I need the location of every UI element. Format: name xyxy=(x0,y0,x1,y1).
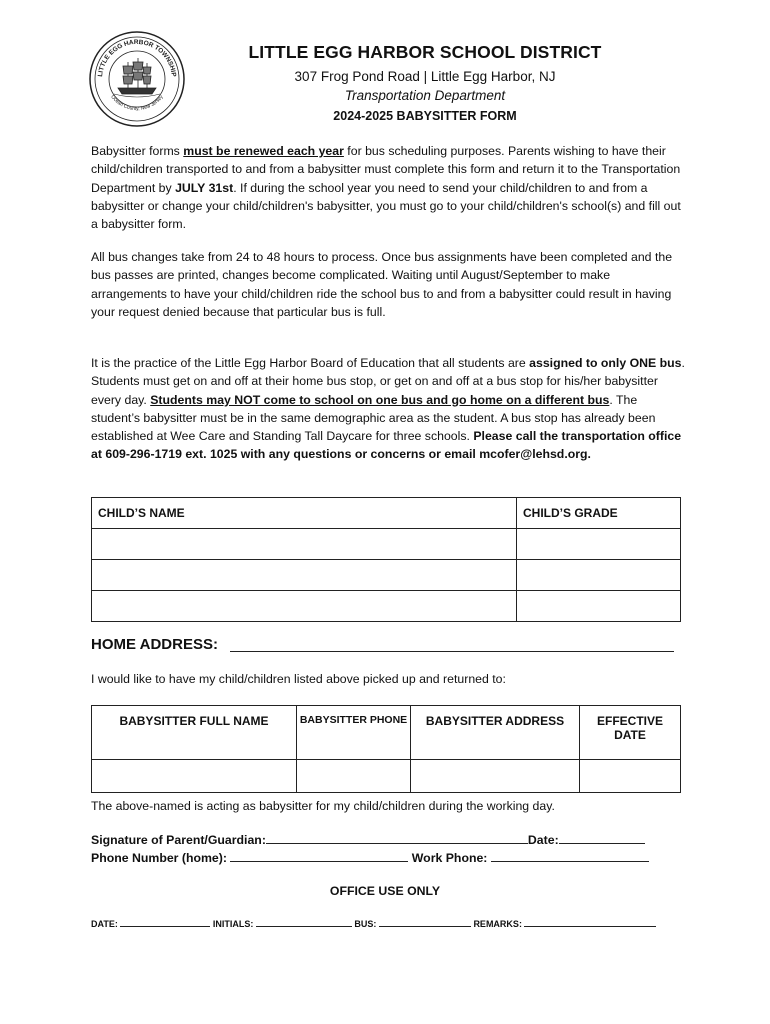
one-bus-policy-paragraph xyxy=(91,354,686,464)
seal-subtext: Ocean County, New Jersey xyxy=(109,94,165,113)
work-phone-label: Work Phone: xyxy=(411,851,488,865)
child-grade-field[interactable] xyxy=(517,529,681,560)
office-date-label: DATE: xyxy=(91,919,118,929)
processing-time-paragraph: All bus changes take from 24 to 48 hours to process. Once bus assignments have been completed and the bus passes are printed, changes become complicated. Waiting until August/September to make arrangements to have your child/children ride the school bus to and from a babysitter could result in having your request denied because that particular bus is full. xyxy=(91,250,673,319)
office-initials-field[interactable] xyxy=(256,918,352,927)
work-phone-field[interactable] xyxy=(491,850,649,862)
child-grade-field[interactable] xyxy=(517,560,681,591)
office-use-title: OFFICE USE ONLY xyxy=(329,884,441,898)
office-initials-label: INITIALS: xyxy=(212,919,254,929)
p1-deadline: JULY 31st xyxy=(175,180,234,195)
home-address-label: HOME ADDRESS: xyxy=(91,636,218,653)
babysitter-address-field[interactable] xyxy=(411,760,580,793)
p1-text-a: Babysitter forms xyxy=(91,144,184,158)
child-name-field[interactable] xyxy=(92,591,517,622)
child-row xyxy=(92,591,681,622)
phone-line xyxy=(91,850,681,865)
effective-date-header: EFFECTIVE DATE xyxy=(580,706,681,760)
office-bus-label: BUS: xyxy=(354,919,377,929)
babysitter-phone-header: BABYSITTER PHONE xyxy=(297,706,411,760)
p3-text-e: . The student’s babysitter must be in the same demographic area as the student. A bus stop has already been established at Wee Care and Standing Tall Daycare for three schools. xyxy=(91,392,656,444)
parent-signature-label: Signature of Parent/Guardian: xyxy=(91,833,266,847)
babysitter-address-header: BABYSITTER ADDRESS xyxy=(411,706,580,760)
signature-date-field[interactable] xyxy=(559,832,645,844)
child-name-header: CHILD’S NAME xyxy=(92,498,517,529)
department-name: Transportation Department xyxy=(344,88,506,103)
p3-no-different-bus: Students may NOT come to school on one bus and go home on a different bus xyxy=(150,392,610,407)
home-phone-label: Phone Number (home): xyxy=(91,851,227,865)
acting-statement: The above-named is acting as babysitter for my child/children during the working day. xyxy=(91,799,555,813)
district-address: 307 Frog Pond Road | Little Egg Harbor, NJ xyxy=(294,69,556,84)
child-row xyxy=(92,529,681,560)
seal-text: LITTLE EGG HARBOR TOWNSHIP xyxy=(97,38,177,78)
parent-signature-field[interactable] xyxy=(266,832,528,844)
signature-line xyxy=(91,832,681,847)
home-address-field[interactable] xyxy=(230,651,674,652)
p3-contact-info: Please call the transportation office at 609-296-1719 ext. 1025 with any questions or concerns or email mcofer@lehsd.org. xyxy=(91,429,682,462)
babysitter-phone-field[interactable] xyxy=(297,760,411,793)
office-use-row xyxy=(91,918,681,929)
office-remarks-field[interactable] xyxy=(524,918,656,927)
home-phone-field[interactable] xyxy=(230,850,408,862)
signature-date-label: Date: xyxy=(527,833,559,847)
pickup-intro-text: I would like to have my child/children listed above picked up and returned to: xyxy=(91,672,506,686)
office-date-field[interactable] xyxy=(120,918,210,927)
p1-renewal-emphasis: must be renewed each year xyxy=(183,144,344,158)
office-bus-field[interactable] xyxy=(379,918,471,927)
babysitter-name-field[interactable] xyxy=(92,760,297,793)
p3-text-c: . Students must get on and off at their home bus stop, or get on and off at a bus stop for his/her babysitter every day. xyxy=(91,356,685,407)
district-title: LITTLE EGG HARBOR SCHOOL DISTRICT xyxy=(248,42,602,62)
child-row xyxy=(92,560,681,591)
renewal-paragraph xyxy=(91,142,686,233)
babysitter-row xyxy=(92,760,681,793)
babysitter-name-header: BABYSITTER FULL NAME xyxy=(92,706,297,760)
office-remarks-label: REMARKS: xyxy=(473,919,522,929)
p1-text-e: . If during the school year you need to send your child/children to and from a babysitter or change your child/children's babysitter, you must go to your child/children's school(s) and fill out a babysitter form. xyxy=(91,180,681,232)
p3-one-bus-emphasis: assigned to only ONE bus xyxy=(529,356,682,370)
p3-text-a: It is the practice of the Little Egg Harbor Board of Education that all students are xyxy=(91,356,530,370)
effective-date-field[interactable] xyxy=(580,760,681,793)
child-name-field[interactable] xyxy=(92,560,517,591)
babysitter-table xyxy=(91,705,681,793)
p1-text-c: for bus scheduling purposes. Parents wishing to have their child/children transported to and from a babysitter must complete this form and return it to the Transportation Department by xyxy=(91,144,681,195)
child-name-field[interactable] xyxy=(92,529,517,560)
child-grade-header: CHILD’S GRADE xyxy=(517,498,681,529)
child-table xyxy=(91,497,681,622)
form-title: 2024-2025 BABYSITTER FORM xyxy=(333,109,517,123)
child-grade-field[interactable] xyxy=(517,591,681,622)
